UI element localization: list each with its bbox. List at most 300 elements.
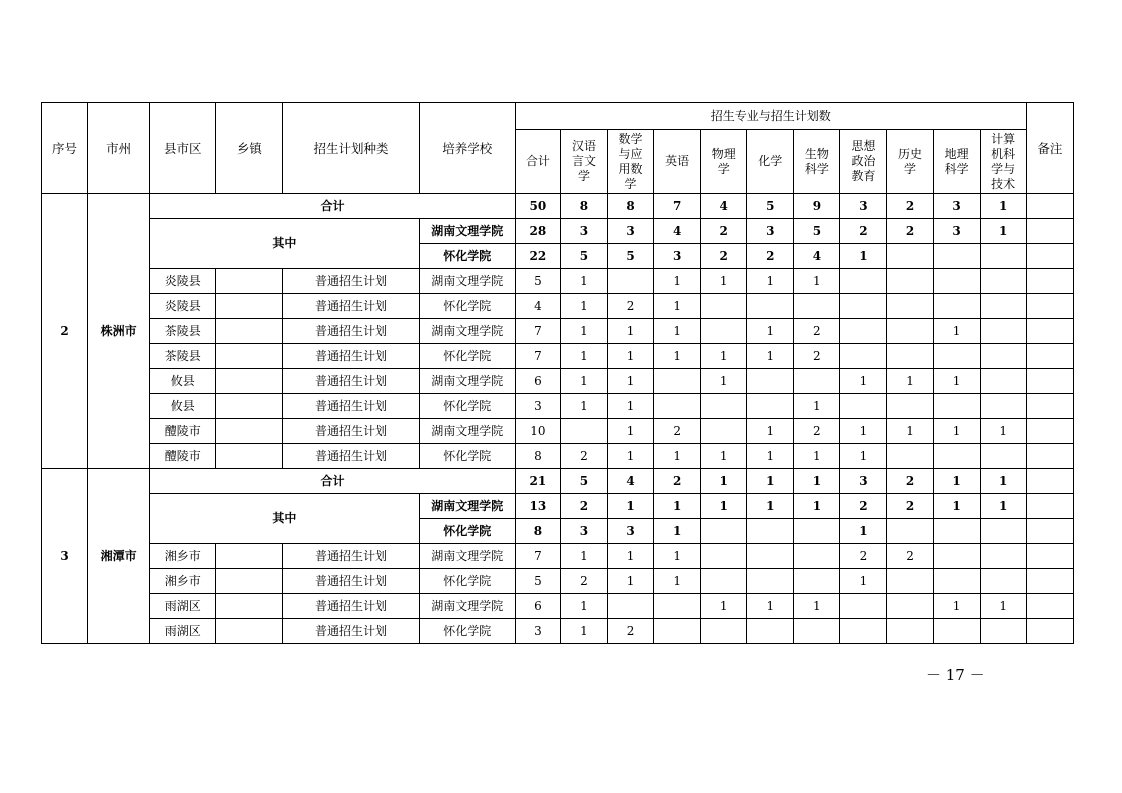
remark-cell [1026,519,1073,544]
value-cell: 1 [887,419,933,444]
value-cell: 1 [933,419,980,444]
value-cell [840,394,887,419]
value-cell [840,594,887,619]
value-cell: 1 [747,419,794,444]
subtotal-value: 13 [515,494,560,519]
plan-type-cell: 普通招生计划 [283,569,419,594]
subtotal-value: 1 [980,219,1026,244]
school-cell: 怀化学院 [419,394,515,419]
value-cell: 1 [560,369,607,394]
subtotal-value: 5 [794,219,840,244]
value-cell [701,569,747,594]
table-row [42,344,1074,369]
value-cell [980,444,1026,469]
subtotal-value: 2 [840,219,887,244]
header-major: 计算 机科 学与 技术 [980,130,1026,194]
value-cell [701,419,747,444]
subtotal-value: 2 [887,494,933,519]
value-cell: 1 [747,594,794,619]
county-cell: 醴陵市 [150,419,216,444]
enrollment-plan-table [41,102,1074,644]
total-value: 2 [887,194,933,219]
subtotal-value: 3 [560,219,607,244]
value-cell: 1 [560,269,607,294]
total-value: 7 [654,194,701,219]
county-cell: 炎陵县 [150,269,216,294]
subtotal-value: 1 [980,494,1026,519]
header-major: 历史 学 [887,130,933,194]
remark-cell [1026,494,1073,519]
subtotal-value: 1 [747,494,794,519]
value-cell: 1 [701,369,747,394]
value-cell [840,344,887,369]
value-cell [840,294,887,319]
subtotal-value [933,244,980,269]
header-major: 英语 [654,130,701,194]
value-cell [747,394,794,419]
value-cell: 1 [654,269,701,294]
remark-cell [1026,419,1073,444]
plan-type-cell: 普通招生计划 [283,594,419,619]
subtotal-value [980,244,1026,269]
total-value: 3 [933,194,980,219]
school-cell: 怀化学院 [419,619,515,644]
value-cell: 2 [794,344,840,369]
value-cell [654,594,701,619]
subtotal-row [42,494,1074,519]
town-cell [216,544,283,569]
remark-cell [1026,444,1073,469]
value-cell: 1 [608,319,654,344]
value-cell [701,544,747,569]
subtotal-value: 3 [608,519,654,544]
value-cell [794,619,840,644]
subtotal-value: 2 [560,494,607,519]
subtotal-value [794,519,840,544]
value-cell: 1 [560,319,607,344]
header-plan-type: 招生计划种类 [283,103,419,194]
value-cell: 1 [654,319,701,344]
town-cell [216,569,283,594]
remark-cell [1026,469,1073,494]
county-cell: 攸县 [150,394,216,419]
value-cell [840,269,887,294]
value-cell [980,269,1026,294]
value-cell [933,394,980,419]
value-cell: 2 [654,419,701,444]
subtotal-value: 22 [515,244,560,269]
town-cell [216,319,283,344]
value-cell: 1 [608,394,654,419]
value-cell [887,569,933,594]
value-cell: 1 [980,419,1026,444]
remark-cell [1026,344,1073,369]
value-cell [654,394,701,419]
header-major: 合计 [515,130,560,194]
school-cell: 湖南文理学院 [419,269,515,294]
subtotal-value: 8 [515,519,560,544]
subtotal-value: 2 [701,219,747,244]
town-cell [216,444,283,469]
value-cell [980,344,1026,369]
value-cell [560,419,607,444]
header-major: 数学 与应 用数 学 [608,130,654,194]
plan-type-cell: 普通招生计划 [283,619,419,644]
value-cell [887,619,933,644]
total-label: 合计 [150,194,516,219]
value-cell: 2 [608,619,654,644]
value-cell: 1 [701,444,747,469]
subtotal-value [887,519,933,544]
city-cell: 湘潭市 [88,469,150,644]
town-cell [216,619,283,644]
school-cell: 怀化学院 [419,444,515,469]
county-cell: 醴陵市 [150,444,216,469]
value-cell: 1 [840,369,887,394]
subtotal-value: 3 [608,219,654,244]
town-cell [216,594,283,619]
plan-type-cell: 普通招生计划 [283,544,419,569]
value-cell: 1 [840,419,887,444]
value-cell: 1 [654,544,701,569]
total-value: 50 [515,194,560,219]
town-cell [216,394,283,419]
subtotal-school: 怀化学院 [419,519,515,544]
value-cell: 1 [560,619,607,644]
header-school: 培养学校 [419,103,515,194]
subtotal-value: 1 [933,494,980,519]
subtotal-value [887,244,933,269]
value-cell: 6 [515,594,560,619]
value-cell [747,569,794,594]
value-cell: 2 [887,544,933,569]
value-cell [794,569,840,594]
header-county: 县市区 [150,103,216,194]
value-cell [701,619,747,644]
school-cell: 怀化学院 [419,344,515,369]
total-value: 1 [701,469,747,494]
value-cell [840,319,887,344]
total-row [42,469,1074,494]
value-cell: 1 [560,594,607,619]
subtotal-row [42,219,1074,244]
remark-cell [1026,369,1073,394]
seq-cell: 3 [42,469,88,644]
value-cell: 1 [747,319,794,344]
value-cell [980,544,1026,569]
value-cell [887,269,933,294]
plan-type-cell: 普通招生计划 [283,369,419,394]
value-cell [887,594,933,619]
subtotal-value: 1 [840,244,887,269]
value-cell [794,294,840,319]
value-cell [701,294,747,319]
total-value: 4 [608,469,654,494]
value-cell: 6 [515,369,560,394]
remark-cell [1026,394,1073,419]
value-cell [933,544,980,569]
total-value: 8 [608,194,654,219]
subtotal-value: 1 [794,494,840,519]
value-cell [933,344,980,369]
value-cell: 1 [654,444,701,469]
header-major: 物理 学 [701,130,747,194]
header-major-group: 招生专业与招生计划数 [515,103,1026,130]
seq-cell: 2 [42,194,88,469]
value-cell: 2 [560,569,607,594]
header-seq: 序号 [42,103,88,194]
header-town: 乡镇 [216,103,283,194]
table-row [42,269,1074,294]
remark-cell [1026,269,1073,294]
plan-type-cell: 普通招生计划 [283,269,419,294]
subtotal-value: 2 [747,244,794,269]
value-cell: 2 [608,294,654,319]
subtotal-value: 3 [747,219,794,244]
remark-cell [1026,194,1073,219]
value-cell: 2 [794,419,840,444]
value-cell: 1 [794,594,840,619]
value-cell: 2 [560,444,607,469]
town-cell [216,419,283,444]
value-cell: 1 [560,544,607,569]
plan-type-cell: 普通招生计划 [283,344,419,369]
county-cell: 湘乡市 [150,569,216,594]
county-cell: 湘乡市 [150,544,216,569]
total-value: 21 [515,469,560,494]
value-cell: 7 [515,344,560,369]
school-cell: 湖南文理学院 [419,319,515,344]
value-cell: 5 [515,269,560,294]
remark-cell [1026,594,1073,619]
subtotal-value: 2 [701,244,747,269]
subtotal-value [747,519,794,544]
value-cell: 1 [608,369,654,394]
value-cell [933,444,980,469]
value-cell: 1 [701,594,747,619]
header-city: 市州 [88,103,150,194]
town-cell [216,294,283,319]
total-value: 1 [980,194,1026,219]
school-cell: 湖南文理学院 [419,419,515,444]
town-cell [216,269,283,294]
subtotal-value: 1 [608,494,654,519]
header-major: 地理 科学 [933,130,980,194]
subtotal-school: 湖南文理学院 [419,494,515,519]
value-cell [980,294,1026,319]
total-value: 5 [560,469,607,494]
value-cell [980,394,1026,419]
remark-cell [1026,244,1073,269]
total-value: 2 [654,469,701,494]
table-row [42,569,1074,594]
value-cell: 7 [515,544,560,569]
school-cell: 湖南文理学院 [419,369,515,394]
value-cell [701,319,747,344]
value-cell [933,619,980,644]
value-cell: 1 [794,394,840,419]
header-remark: 备注 [1026,103,1073,194]
value-cell [933,294,980,319]
total-value: 5 [747,194,794,219]
among-label: 其中 [150,219,420,269]
value-cell: 1 [887,369,933,394]
value-cell [608,269,654,294]
value-cell: 1 [747,269,794,294]
subtotal-school: 怀化学院 [419,244,515,269]
value-cell: 1 [608,569,654,594]
subtotal-value: 1 [701,494,747,519]
county-cell: 茶陵县 [150,319,216,344]
value-cell [654,369,701,394]
remark-cell [1026,319,1073,344]
value-cell: 1 [840,569,887,594]
value-cell [794,369,840,394]
plan-type-cell: 普通招生计划 [283,319,419,344]
table-row [42,594,1074,619]
value-cell [887,319,933,344]
value-cell: 1 [747,444,794,469]
value-cell: 1 [933,594,980,619]
value-cell: 1 [794,269,840,294]
subtotal-value: 2 [840,494,887,519]
value-cell: 5 [515,569,560,594]
subtotal-value: 3 [654,244,701,269]
table-row [42,619,1074,644]
subtotal-value: 1 [654,494,701,519]
value-cell [794,544,840,569]
value-cell [887,294,933,319]
header-major: 化学 [747,130,794,194]
value-cell: 1 [840,444,887,469]
value-cell: 1 [933,319,980,344]
subtotal-value: 28 [515,219,560,244]
total-row [42,194,1074,219]
county-cell: 茶陵县 [150,344,216,369]
value-cell [887,394,933,419]
total-value: 1 [980,469,1026,494]
value-cell: 1 [747,344,794,369]
value-cell: 1 [701,344,747,369]
value-cell: 1 [608,444,654,469]
value-cell: 7 [515,319,560,344]
value-cell: 1 [608,419,654,444]
value-cell: 1 [560,394,607,419]
value-cell [980,569,1026,594]
value-cell [747,294,794,319]
value-cell [747,369,794,394]
value-cell [980,369,1026,394]
value-cell [980,319,1026,344]
city-cell: 株洲市 [88,194,150,469]
total-value: 3 [840,194,887,219]
value-cell [980,619,1026,644]
remark-cell [1026,619,1073,644]
among-label: 其中 [150,494,420,544]
value-cell: 3 [515,394,560,419]
subtotal-value: 4 [794,244,840,269]
table-row [42,369,1074,394]
total-value: 3 [840,469,887,494]
total-value: 4 [701,194,747,219]
total-value: 2 [887,469,933,494]
value-cell: 1 [560,294,607,319]
school-cell: 怀化学院 [419,569,515,594]
table-row [42,319,1074,344]
total-label: 合计 [150,469,516,494]
county-cell: 雨湖区 [150,619,216,644]
total-value: 1 [747,469,794,494]
remark-cell [1026,294,1073,319]
value-cell [840,619,887,644]
value-cell: 1 [980,594,1026,619]
value-cell: 4 [515,294,560,319]
county-cell: 炎陵县 [150,294,216,319]
value-cell [608,594,654,619]
town-cell [216,369,283,394]
value-cell [933,569,980,594]
value-cell: 1 [608,344,654,369]
county-cell: 雨湖区 [150,594,216,619]
value-cell: 1 [933,369,980,394]
value-cell: 1 [654,344,701,369]
total-value: 1 [933,469,980,494]
total-value: 9 [794,194,840,219]
header-major: 汉语 言文 学 [560,130,607,194]
table-row [42,394,1074,419]
value-cell [933,269,980,294]
subtotal-value [980,519,1026,544]
county-cell: 攸县 [150,369,216,394]
header-major: 生物 科学 [794,130,840,194]
value-cell [747,544,794,569]
school-cell: 湖南文理学院 [419,544,515,569]
subtotal-value: 1 [840,519,887,544]
value-cell: 1 [608,544,654,569]
value-cell: 2 [794,319,840,344]
page-number: － 17 － [926,666,985,684]
remark-cell [1026,219,1073,244]
subtotal-school: 湖南文理学院 [419,219,515,244]
plan-type-cell: 普通招生计划 [283,294,419,319]
value-cell: 1 [654,294,701,319]
value-cell: 1 [794,444,840,469]
value-cell [747,619,794,644]
subtotal-value: 5 [608,244,654,269]
school-cell: 湖南文理学院 [419,594,515,619]
subtotal-value: 1 [654,519,701,544]
plan-type-cell: 普通招生计划 [283,394,419,419]
value-cell: 1 [654,569,701,594]
remark-cell [1026,544,1073,569]
value-cell: 3 [515,619,560,644]
table-row [42,444,1074,469]
value-cell: 10 [515,419,560,444]
plan-type-cell: 普通招生计划 [283,419,419,444]
subtotal-value: 3 [933,219,980,244]
value-cell: 1 [701,269,747,294]
subtotal-value: 3 [560,519,607,544]
table-row [42,419,1074,444]
table-row [42,544,1074,569]
table-row [42,294,1074,319]
subtotal-value: 2 [887,219,933,244]
value-cell [887,444,933,469]
value-cell [701,394,747,419]
subtotal-value [933,519,980,544]
total-value: 8 [560,194,607,219]
school-cell: 怀化学院 [419,294,515,319]
